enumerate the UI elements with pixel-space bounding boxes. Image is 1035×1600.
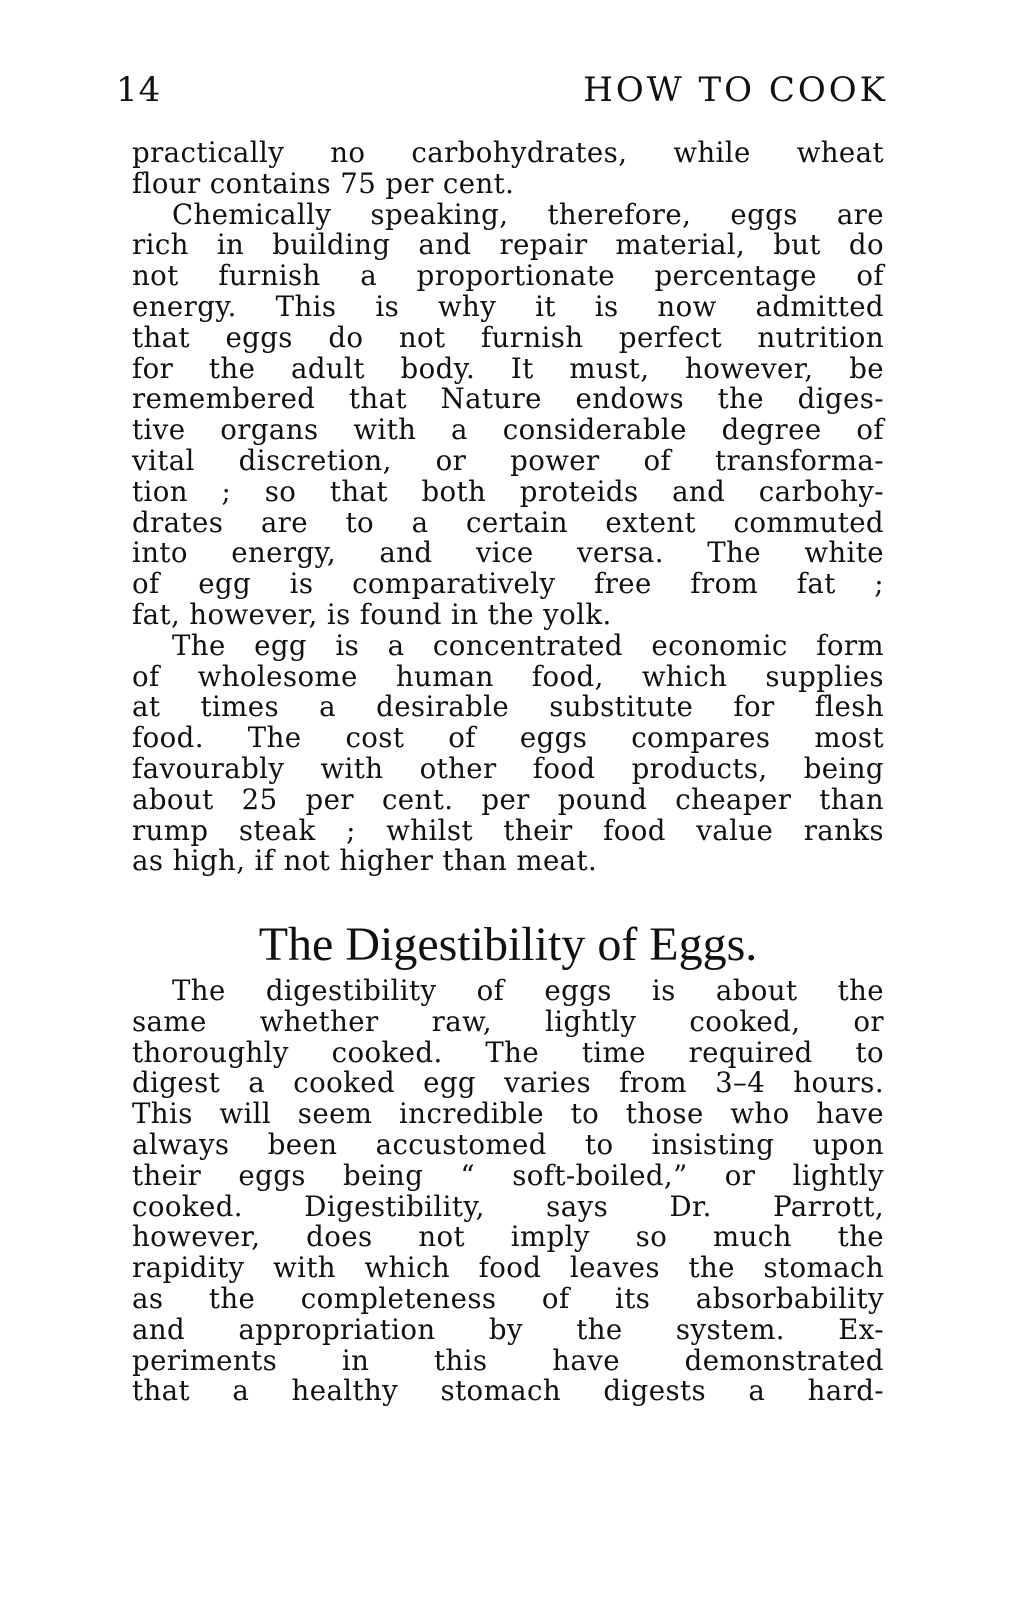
page-header — [116, 70, 888, 120]
text-line: food. The cost of eggs compares most — [132, 721, 884, 755]
text-line: drates are to a certain extent commuted — [132, 505, 884, 539]
page-number: 14 — [116, 70, 162, 110]
text-line: as high, if not higher than meat. — [132, 844, 598, 878]
text-line: The digestibility of eggs is about the — [172, 974, 884, 1007]
text-line: and appropriation by the system. Ex- — [132, 1312, 884, 1346]
text-line: The egg is a concentrated economic form — [172, 628, 884, 662]
text-line: same whether raw, lightly cooked, or — [132, 1004, 884, 1038]
text-line: always been accustomed to insisting upon — [132, 1127, 884, 1161]
text-line: Chemically speaking, therefore, eggs are — [172, 197, 884, 231]
text-line: thoroughly cooked. The time required to — [132, 1035, 884, 1069]
running-head: HOW TO COOK — [583, 70, 888, 110]
text-line: cooked. Digestibility, says Dr. Parrott, — [132, 1189, 884, 1223]
text-line: about 25 per cent. per pound cheaper than — [132, 782, 884, 816]
text-line: as the completeness of its absorbability — [132, 1281, 884, 1315]
text-line: however, does not imply so much the — [132, 1220, 884, 1254]
paragraph-3 — [132, 628, 884, 878]
text-line: remembered that Nature endows the diges- — [132, 382, 884, 416]
text-line: for the adult body. It must, however, be — [132, 351, 884, 385]
text-line: energy. This is why it is now admitted — [132, 289, 884, 323]
text-line: This will seem incredible to those who have — [132, 1097, 884, 1131]
text-line: of egg is comparatively free from fat ; — [132, 567, 884, 601]
text-line: that eggs do not furnish perfect nutrition — [132, 320, 884, 354]
body-text-top — [132, 138, 884, 877]
text-line: flour contains 75 per cent. — [132, 166, 515, 200]
text-line: practically no carbohydrates, while wheat — [132, 136, 884, 169]
text-line: tive organs with a considerable degree of — [132, 413, 884, 447]
text-line: not furnish a proportionate percentage of — [132, 259, 884, 293]
text-line: at times a desirable substitute for flesh — [132, 690, 884, 724]
text-line: into energy, and vice versa. The white — [132, 536, 884, 570]
text-line: vital discretion, or power of transforma- — [132, 443, 884, 477]
text-line: fat, however, is found in the yolk. — [132, 597, 612, 631]
text-line: rump steak ; whilst their food value ranks — [132, 813, 884, 847]
text-line: their eggs being “ soft-boiled,” or lightly — [132, 1158, 884, 1192]
text-line: tion ; so that both proteids and carbohy- — [132, 474, 884, 508]
text-line: rapidity with which food leaves the stomach — [132, 1251, 884, 1285]
section-heading: The Digestibility of Eggs. — [258, 918, 758, 971]
text-line: periments in this have demonstrated — [132, 1343, 884, 1377]
paragraph-4 — [132, 976, 884, 1407]
text-line: rich in building and repair material, but do — [132, 228, 884, 262]
body-text-bottom — [132, 976, 884, 1407]
paragraph-1 — [132, 138, 884, 200]
text-line: digest a cooked egg varies from 3–4 hours. — [132, 1066, 884, 1100]
paragraph-2 — [132, 197, 884, 631]
text-line: of wholesome human food, which supplies — [132, 659, 884, 693]
text-line: favourably with other food products, being — [132, 751, 884, 785]
text-line: that a healthy stomach digests a hard- — [132, 1374, 884, 1408]
